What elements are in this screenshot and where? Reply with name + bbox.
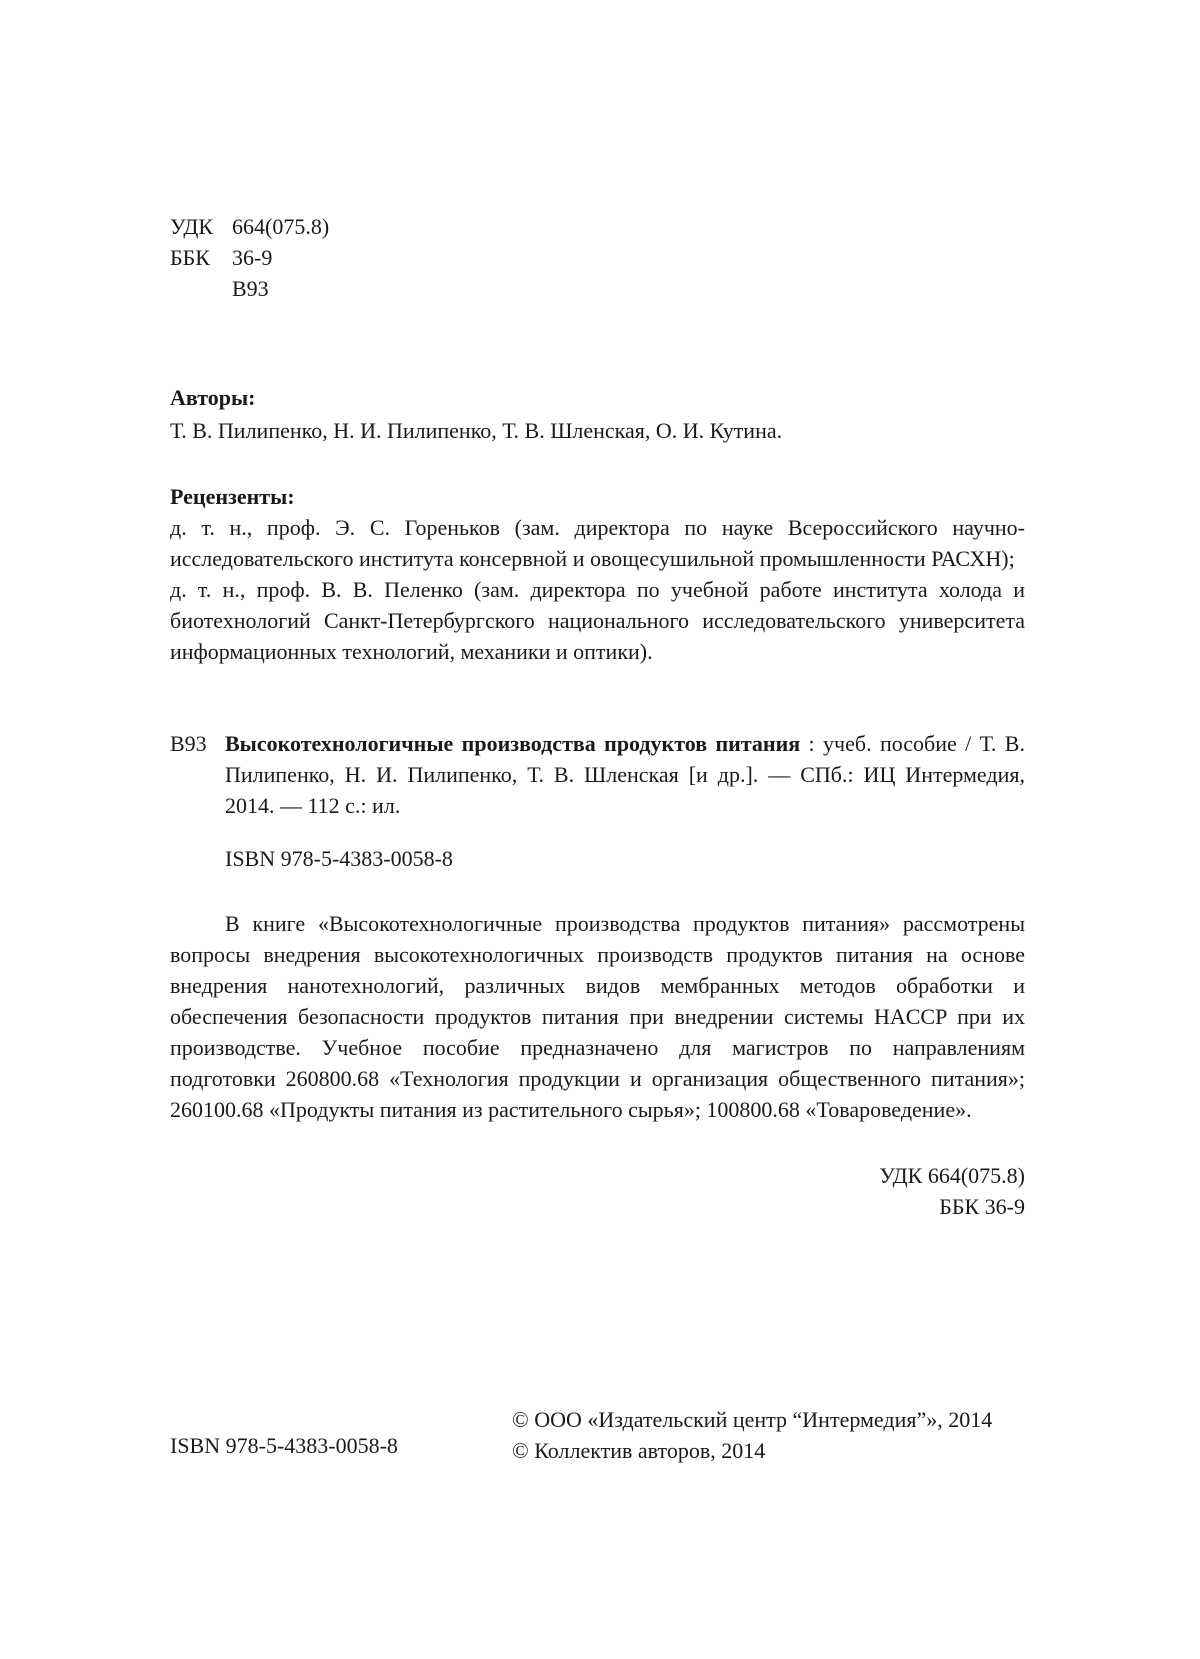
- footer-classification-codes: [879, 1160, 1025, 1222]
- copyright-authors: © Коллектив авторов, 2014: [512, 1438, 766, 1463]
- reviewers-heading: Рецензенты:: [170, 484, 295, 509]
- footer-isbn: ISBN 978-5-4383-0058-8: [170, 1433, 398, 1458]
- annotation-text: В книге «Высокотехнологичные производства продуктов питания» рассмотрены вопросы внедрения высокотехнологичных производств продуктов питания на основе внедрения нанотехнологий, различных видов мембранных методов обработки и обеспечения безопасности продуктов питания при внедрении системы HACCP при их производстве. Учебное пособие предназначено для магистров по направлениям подготовки 260800.68 «Технология продукции и организация общественного питания»; 260100.68 «Продукты питания из растительного сырья»; 100800.68 «Товароведение».: [170, 911, 1025, 1122]
- bibliographic-record: [170, 728, 1025, 874]
- authors-names: Т. В. Пилипенко, Н. И. Пилипенко, Т. В. Шленская, О. И. Кутина.: [170, 418, 783, 443]
- bibliography-code: В93: [170, 731, 207, 756]
- reviewers-section: [170, 481, 1025, 667]
- udk-row: [170, 211, 1025, 242]
- bibliography-details: : учеб. пособие / Т. В. Пилипенко, Н. И. Пилипенко, Т. В. Шленская [и др.]. — СПб.: ИЦ Интермедия, 2014. — 112 с.: ил.: [225, 731, 1025, 818]
- bbk-label: ББК: [170, 245, 210, 270]
- udk-label: УДК: [170, 214, 214, 239]
- bbk-row: [170, 242, 1025, 273]
- footer-bbk: ББК 36-9: [939, 1194, 1025, 1219]
- bbk-value: 36-9: [232, 245, 273, 270]
- udk-value: 664(075.8): [232, 214, 330, 239]
- copyright-publisher: © ООО «Издательский центр “Интермедия”», 2014: [512, 1407, 993, 1432]
- author-mark: В93: [232, 276, 269, 301]
- footer-udk: УДК 664(075.8): [879, 1163, 1025, 1188]
- authors-section: [170, 382, 1025, 446]
- copyright-block: [512, 1404, 1025, 1466]
- bibliography-isbn: ISBN 978-5-4383-0058-8: [225, 846, 453, 871]
- annotation: [170, 908, 1025, 1125]
- bibliography-body: [225, 728, 1025, 821]
- reviewer-item: д. т. н., проф. В. В. Пеленко (зам. директора по учебной работе института холода и биотехнологий Санкт-Петербургского национального исследовательского университета информационных технологий, механики и оптики).: [170, 577, 1025, 664]
- authors-heading: Авторы:: [170, 385, 256, 410]
- classification-codes: [170, 211, 1025, 304]
- reviewer-item: д. т. н., проф. Э. С. Гореньков (зам. директора по науке Всероссийского научно-исследовательского института консервной и овощесушильной промышленности РАСХН);: [170, 515, 1025, 571]
- bibliography-title: Высокотехнологичные производства продуктов питания: [225, 731, 801, 756]
